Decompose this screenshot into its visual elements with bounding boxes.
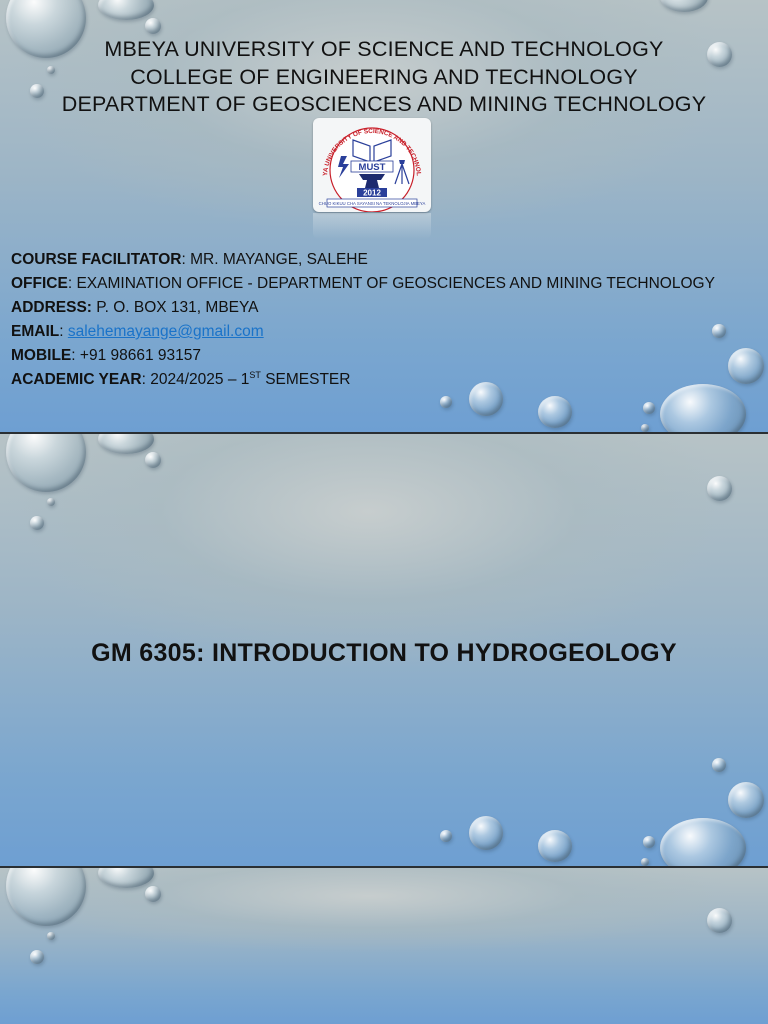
logo-abbr: MUST xyxy=(358,162,386,173)
office-label: OFFICE xyxy=(11,275,68,292)
droplet-decoration xyxy=(145,886,161,902)
logo-motto: CHUO KIKUU CHA SAYANSI NA TEKNOLOJIA MBEYA xyxy=(318,201,426,206)
droplet-decoration xyxy=(538,396,572,428)
droplet-decoration xyxy=(6,434,86,492)
logo-reflection xyxy=(313,213,431,239)
droplet-decoration xyxy=(469,816,503,850)
address-value: P. O. BOX 131, MBEYA xyxy=(96,299,259,316)
droplet-decoration xyxy=(707,908,732,933)
facilitator-label: COURSE FACILITATOR xyxy=(11,251,182,268)
slide-3 xyxy=(0,868,768,1024)
semester-ordinal: ST xyxy=(249,369,261,380)
droplet-decoration xyxy=(440,830,452,842)
droplet-decoration xyxy=(98,0,154,20)
droplet-decoration xyxy=(643,836,655,848)
droplet-decoration xyxy=(30,950,44,964)
droplet-decoration xyxy=(145,452,161,468)
email-label: EMAIL xyxy=(11,323,60,340)
droplet-decoration xyxy=(30,516,44,530)
droplet-decoration xyxy=(6,868,86,926)
facilitator-value: MR. MAYANGE, SALEHE xyxy=(190,251,368,268)
semester-suffix: SEMESTER xyxy=(265,371,351,388)
mobile-row: MOBILE: +91 98661 93157 xyxy=(11,347,202,364)
droplet-decoration xyxy=(98,434,154,454)
droplet-decoration xyxy=(641,858,649,866)
droplet-decoration xyxy=(728,348,764,384)
logo-year: 2012 xyxy=(363,188,381,198)
university-logo xyxy=(313,118,431,212)
droplet-decoration xyxy=(47,932,55,940)
droplet-decoration xyxy=(47,498,55,506)
institution-heading xyxy=(0,36,768,119)
email-row: EMAIL: salehemayange@gmail.com xyxy=(11,323,264,340)
facilitator-row: COURSE FACILITATOR: MR. MAYANGE, SALEHE xyxy=(11,251,368,268)
droplet-decoration xyxy=(440,396,452,408)
department-name: DEPARTMENT OF GEOSCIENCES AND MINING TECHNOLOGY xyxy=(61,92,707,116)
university-name: MBEYA UNIVERSITY OF SCIENCE AND TECHNOLOGY xyxy=(104,37,664,61)
office-value: EXAMINATION OFFICE - DEPARTMENT OF GEOSCIENCES AND MINING TECHNOLOGY xyxy=(76,275,715,292)
address-row xyxy=(11,296,715,320)
droplet-decoration xyxy=(707,476,732,501)
slide-2 xyxy=(0,434,768,866)
droplet-decoration xyxy=(660,0,708,12)
mobile-value: +91 98661 93157 xyxy=(79,347,202,364)
college-name: COLLEGE OF ENGINEERING AND TECHNOLOGY xyxy=(130,64,638,89)
droplet-decoration xyxy=(145,18,161,34)
mobile-label: MOBILE xyxy=(11,347,72,364)
office-row: OFFICE: EXAMINATION OFFICE - DEPARTMENT OF GEOSCIENCES AND MINING TECHNOLOGY xyxy=(11,275,715,292)
address-label: ADDRESS: xyxy=(11,299,92,316)
droplet-decoration xyxy=(643,402,655,414)
course-info xyxy=(11,248,715,392)
droplet-decoration xyxy=(538,830,572,862)
droplet-decoration xyxy=(728,782,764,818)
academic-year-value: 2024/2025 – 1 xyxy=(150,371,250,388)
email-link[interactable]: salehemayange@gmail.com xyxy=(67,323,264,340)
droplet-decoration xyxy=(712,758,726,772)
academic-year-row: ACADEMIC YEAR: 2024/2025 – 1ST SEMESTER xyxy=(11,369,351,388)
droplet-decoration xyxy=(660,818,746,866)
course-title: GM 6305: INTRODUCTION TO HYDROGEOLOGY xyxy=(91,639,677,667)
droplet-decoration xyxy=(98,868,154,888)
logo-ring-text: YA UNIVERSITY OF SCIENCE AND TECHNOL xyxy=(322,127,422,177)
academic-year-label: ACADEMIC YEAR xyxy=(11,371,142,388)
slide-1 xyxy=(0,0,768,432)
droplet-decoration xyxy=(641,424,649,432)
